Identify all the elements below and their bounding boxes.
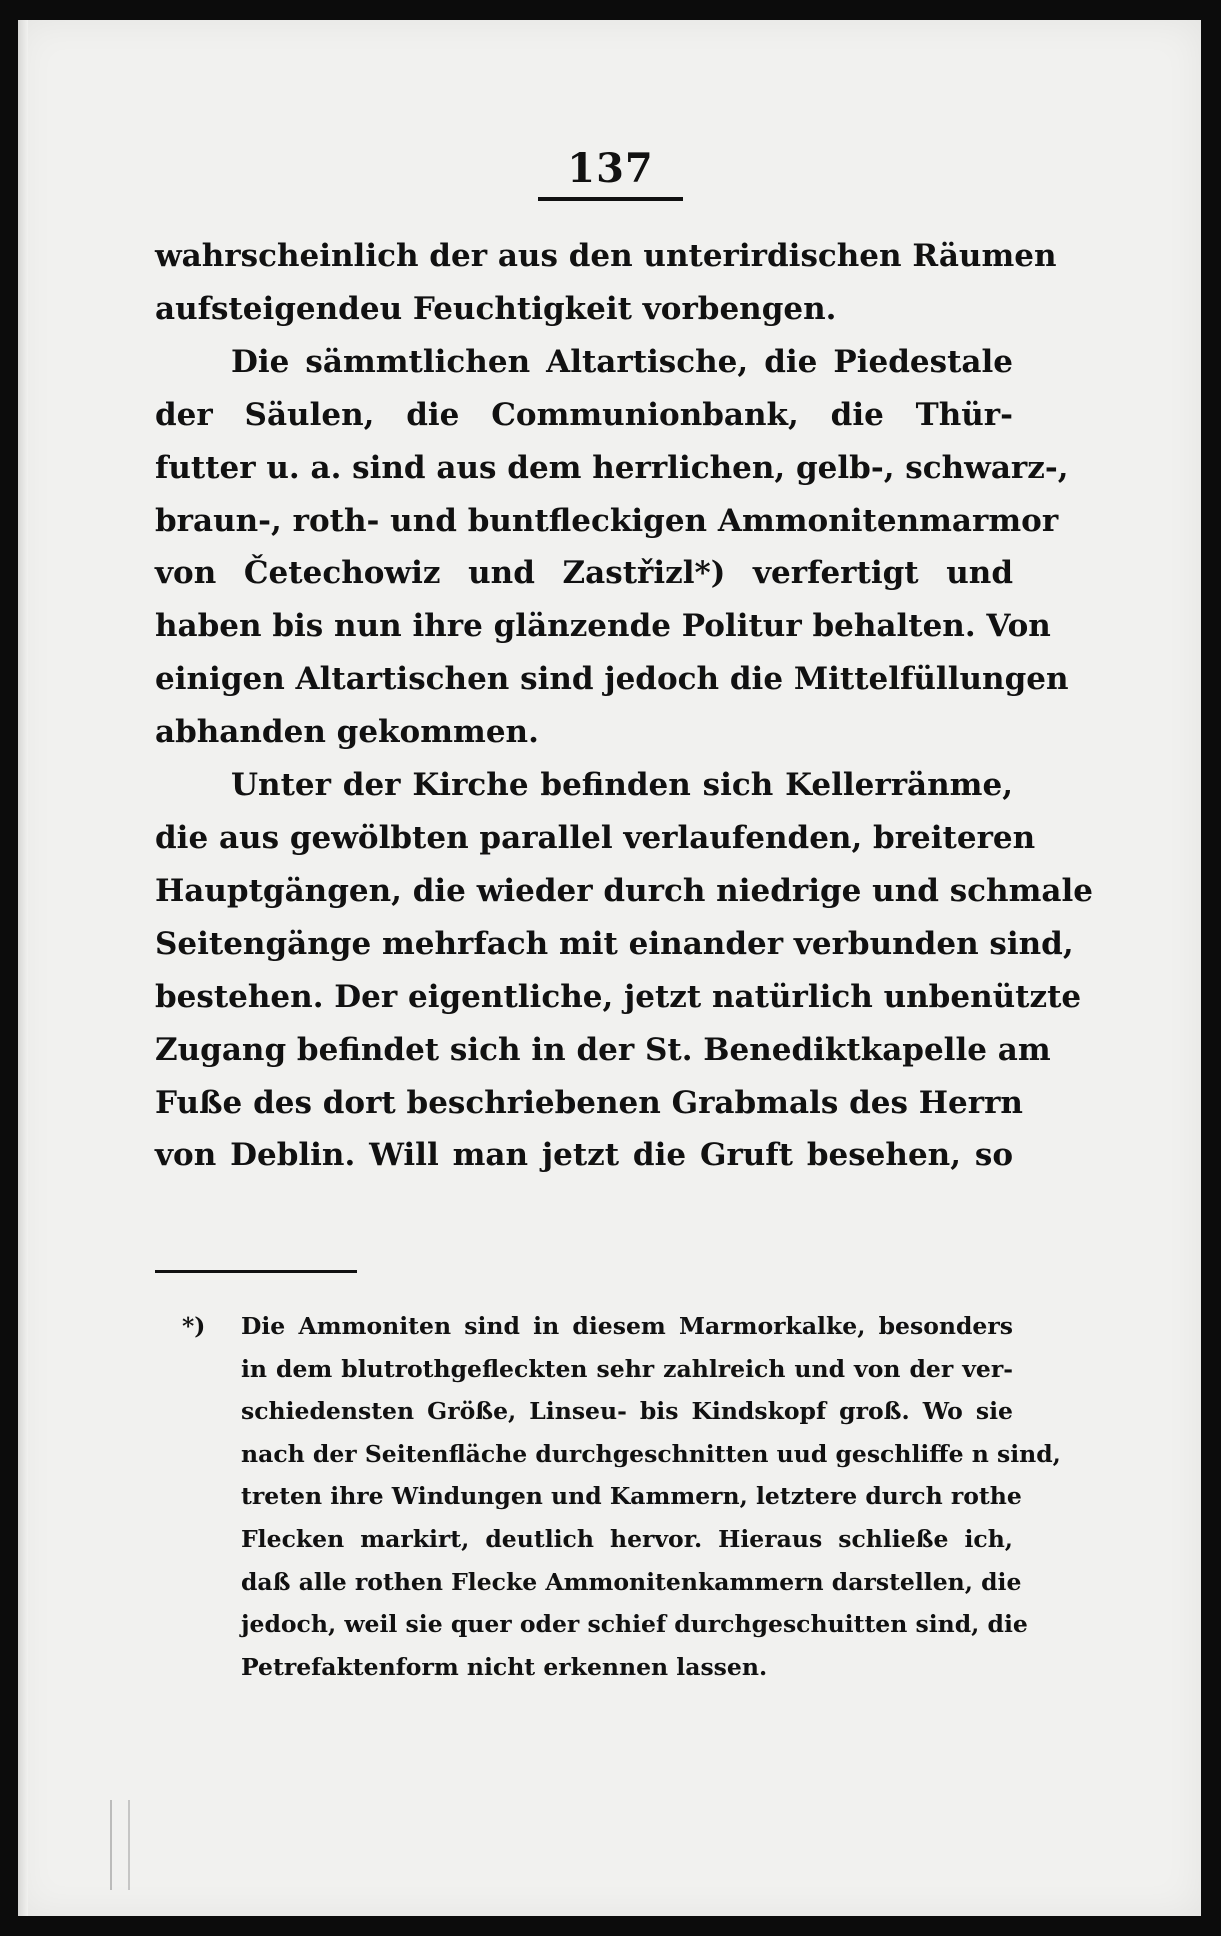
footnote-line: Petrefaktenform nicht erkennen lassen. — [241, 1652, 768, 1681]
body-line: Hauptgängen, die wieder durch niedrige und schmale — [155, 872, 1093, 909]
margin-pencil-mark — [110, 1800, 130, 1890]
footnote-line: nach der Seitenfläche durchgeschnitten uud geschliffe n sind, — [241, 1439, 1061, 1468]
body-line: von Četechowiz und Zastřizl*) verfertigt und — [155, 555, 1013, 592]
footnote-line: jedoch, weil sie quer oder schief durchgeschuitten sind, die — [241, 1610, 1028, 1639]
body-text — [155, 230, 1093, 1182]
body-line: bestehen. Der eigentliche, jetzt natürlich unbenützte — [155, 978, 1082, 1015]
page-number: 137 — [567, 145, 654, 192]
body-line: abhanden gekommen. — [155, 714, 539, 751]
footnote-line: in dem blutrothgefleckten sehr zahlreich und von der ver- — [241, 1354, 1013, 1383]
body-line: haben bis nun ihre glänzende Politur behalten. Von — [155, 608, 1051, 645]
body-line: Zugang befindet sich in der St. Benediktkapelle am — [155, 1031, 1051, 1068]
body-line: Seitengänge mehrfach mit einander verbunden sind, — [155, 925, 1074, 962]
body-line: wahrscheinlich der aus den unterirdischen Räumen — [155, 238, 1057, 274]
page-gutter-shadow — [18, 20, 28, 1916]
body-line: Unter der Kirche befinden sich Kellerränme, — [231, 767, 1013, 804]
body-line: aufsteigendeu Feuchtigkeit vorbengen. — [155, 290, 837, 327]
footnote — [155, 1305, 1061, 1688]
footnote-marker: *) — [182, 1312, 206, 1340]
body-line: von Deblin. Will man jetzt die Gruft besehen, so — [155, 1137, 1013, 1174]
footnote-line: Flecken markirt, deutlich hervor. Hieraus schließe ich, — [241, 1524, 1013, 1553]
footnote-separator — [155, 1270, 357, 1273]
footnote-line: daß alle rothen Flecke Ammonitenkammern darstellen, die — [241, 1567, 1022, 1596]
body-line: braun-, roth- und buntfleckigen Ammonitenmarmor — [155, 502, 1059, 539]
body-line: futter u. a. sind aus dem herrlichen, gelb-, schwarz-, — [155, 449, 1069, 486]
footnote-line — [155, 1305, 1013, 1348]
page-number-underline — [538, 197, 683, 201]
body-line: der Säulen, die Communionbank, die Thür- — [155, 396, 1013, 433]
body-line: die aus gewölbten parallel verlaufenden, breiteren — [155, 819, 1036, 856]
footnote-line: treten ihre Windungen und Kammern, letztere durch rothe — [241, 1482, 1022, 1511]
footnote-line-text: Die Ammoniten sind in diesem Marmorkalke, besonders — [241, 1312, 1013, 1340]
body-line: einigen Altartischen sind jedoch die Mittelfüllungen — [155, 661, 1069, 698]
body-line: Die sämmtlichen Altartische, die Piedestale — [231, 343, 1013, 380]
body-line: Fuße des dort beschriebenen Grabmals des Herrn — [155, 1084, 1023, 1121]
footnote-line: schiedensten Größe, Linseu- bis Kindskopf groß. Wo sie — [241, 1397, 1013, 1426]
